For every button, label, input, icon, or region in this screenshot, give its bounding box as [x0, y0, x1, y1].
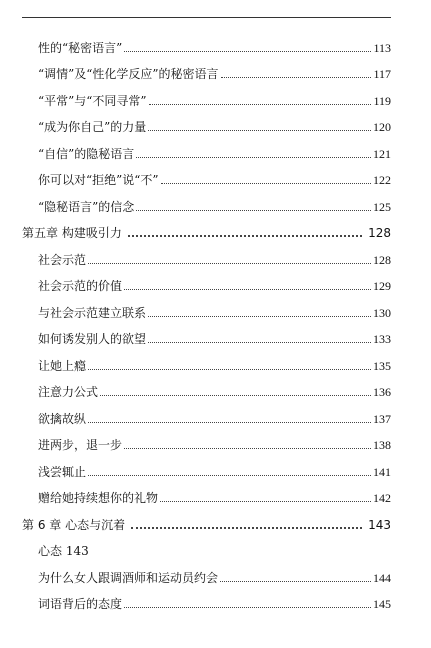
dot-leader: [160, 501, 371, 502]
dot-leader: [124, 448, 371, 449]
header-rule: [22, 17, 391, 18]
page-number: 143: [368, 517, 391, 532]
entry-title: 性的“秘密语言”: [38, 40, 123, 55]
page-number: 138: [373, 438, 391, 452]
page-number: 117: [373, 67, 391, 81]
dot-leader: [128, 235, 362, 237]
dot-leader: [88, 369, 371, 370]
page-number: 122: [373, 173, 391, 187]
entry-title: 让她上瘾: [38, 358, 87, 373]
toc-entry[interactable]: [0, 485, 431, 512]
toc-entry[interactable]: [0, 87, 431, 114]
toc-chapter-entry[interactable]: [0, 511, 431, 538]
page-number: 142: [373, 491, 391, 505]
toc-entry[interactable]: [0, 299, 431, 326]
entry-title: 为什么女人跟调酒师和运动员约会: [38, 570, 219, 585]
dot-leader: [88, 263, 371, 264]
dot-leader: [124, 607, 371, 608]
page-number: 145: [373, 597, 391, 611]
entry-title: “隐秘语言”的信念: [38, 199, 135, 214]
toc-entry[interactable]: [0, 405, 431, 432]
toc-entry[interactable]: [0, 564, 431, 591]
dot-leader: [149, 104, 372, 105]
entry-title: 赠给她持续想你的礼物: [38, 491, 159, 505]
entry-title: 欲擒故纵: [38, 411, 87, 426]
page-number: 125: [373, 199, 391, 214]
toc-chapter-entry[interactable]: [0, 220, 431, 247]
page-number: 119: [373, 93, 391, 108]
entry-title: 心态 143: [38, 544, 89, 558]
toc-entry[interactable]: [0, 34, 431, 61]
chapter-title: 第 6 章 心态与沉着: [22, 517, 126, 532]
toc-entry[interactable]: [0, 167, 431, 194]
page-number: 121: [373, 146, 391, 161]
entry-title: 词语背后的态度: [38, 597, 123, 611]
dot-leader: [131, 527, 362, 529]
dot-leader: [100, 395, 371, 396]
entry-title: 如何诱发别人的欲望: [38, 332, 147, 346]
dot-leader: [136, 210, 371, 211]
page-number: 113: [373, 40, 391, 55]
entry-title: “调情”及“性化学反应”的秘密语言: [38, 67, 219, 81]
entry-title: 社会示范: [38, 252, 87, 267]
toc-entry[interactable]: [0, 458, 431, 485]
page-number: 144: [373, 570, 391, 585]
page-number: 130: [373, 305, 391, 320]
entry-title: “平常”与“不同寻常”: [38, 93, 147, 108]
dot-leader: [148, 130, 371, 131]
entry-title: 进两步，退一步: [38, 438, 123, 452]
toc-entry[interactable]: [0, 432, 431, 459]
page-number: 141: [373, 464, 391, 479]
toc-entry[interactable]: [0, 352, 431, 379]
toc-entry[interactable]: [0, 538, 431, 565]
toc-entry[interactable]: [0, 140, 431, 167]
table-of-contents: [0, 34, 431, 617]
toc-entry[interactable]: [0, 193, 431, 220]
toc-entry[interactable]: [0, 114, 431, 141]
toc-entry[interactable]: [0, 591, 431, 618]
dot-leader: [124, 51, 371, 52]
dot-leader: [220, 581, 371, 582]
dot-leader: [88, 422, 371, 423]
page-number: 129: [373, 279, 391, 293]
page-number: 128: [368, 226, 391, 240]
entry-title: 浅尝辄止: [38, 464, 87, 479]
chapter-title: 第五章 构建吸引力: [22, 226, 122, 240]
dot-leader: [161, 183, 371, 184]
dot-leader: [136, 157, 371, 158]
toc-entry[interactable]: [0, 379, 431, 406]
page-number: 128: [373, 252, 391, 267]
page-number: 136: [373, 385, 391, 399]
dot-leader: [88, 475, 371, 476]
dot-leader: [221, 77, 372, 78]
page-number: 133: [373, 332, 391, 346]
page-number: 120: [373, 120, 391, 134]
entry-title: “自信”的隐秘语言: [38, 146, 135, 161]
entry-title: “成为你自己”的力量: [38, 120, 147, 134]
dot-leader: [148, 342, 371, 343]
entry-title: 社会示范的价值: [38, 279, 123, 293]
entry-title: 你可以对“拒绝”说“不”: [38, 173, 159, 187]
toc-entry[interactable]: [0, 273, 431, 300]
toc-entry[interactable]: [0, 246, 431, 273]
toc-entry[interactable]: [0, 326, 431, 353]
entry-title: 与社会示范建立联系: [38, 305, 147, 320]
entry-title: 注意力公式: [38, 385, 99, 399]
page-number: 135: [373, 358, 391, 373]
dot-leader: [124, 289, 371, 290]
toc-entry[interactable]: [0, 61, 431, 88]
page-number: 137: [373, 411, 391, 426]
dot-leader: [148, 316, 371, 317]
